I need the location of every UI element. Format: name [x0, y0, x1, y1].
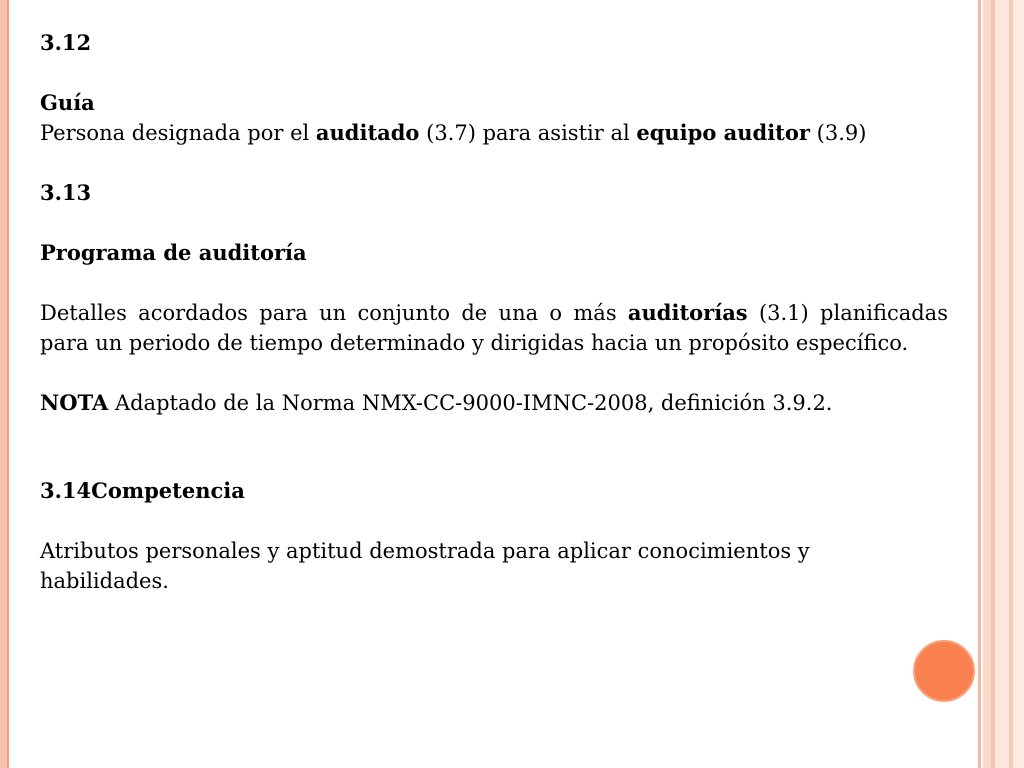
- definition-guia: [40, 118, 948, 148]
- heading-competencia: 3.14Competencia: [40, 478, 245, 503]
- definition-text: Persona designada por el: [40, 121, 316, 145]
- section-number-3-13: 3.13: [40, 180, 92, 205]
- definition-programa: [40, 298, 948, 358]
- term-reference: auditado: [315, 120, 420, 145]
- right-decor-stripe: [983, 0, 991, 768]
- definition-text: Detalles acordados para un conjunto de una o más: [40, 301, 628, 325]
- term-guia: Guía: [40, 90, 95, 115]
- term-reference: auditorías: [627, 300, 748, 325]
- right-decor-stripe: [1013, 0, 1024, 768]
- definition-text: (3.7) para asistir al: [419, 121, 637, 145]
- definition-text: (3.1) planificadas para un periodo de tiempo determinado y dirigidas hacia un propósito específico.: [40, 301, 948, 355]
- definition-text: (3.9): [809, 121, 867, 145]
- right-decor-stripe: [978, 0, 981, 768]
- note-text: Adaptado de la Norma NMX-CC-9000-IMNC-2008, definición 3.9.2.: [108, 391, 833, 415]
- slide-body: [40, 28, 948, 596]
- note: [40, 388, 948, 418]
- decor-circle: [913, 640, 975, 702]
- term-programa-de-auditoria: Programa de auditoría: [40, 240, 307, 265]
- term-reference: equipo auditor: [636, 120, 810, 145]
- section-number-3-12: 3.12: [40, 30, 92, 55]
- definition-competencia: Atributos personales y aptitud demostrada para aplicar conocimientos y habilidades.: [40, 539, 810, 593]
- note-label: NOTA: [40, 390, 109, 415]
- left-decor-stripe: [0, 0, 9, 768]
- right-decor-stripe: [995, 0, 1009, 768]
